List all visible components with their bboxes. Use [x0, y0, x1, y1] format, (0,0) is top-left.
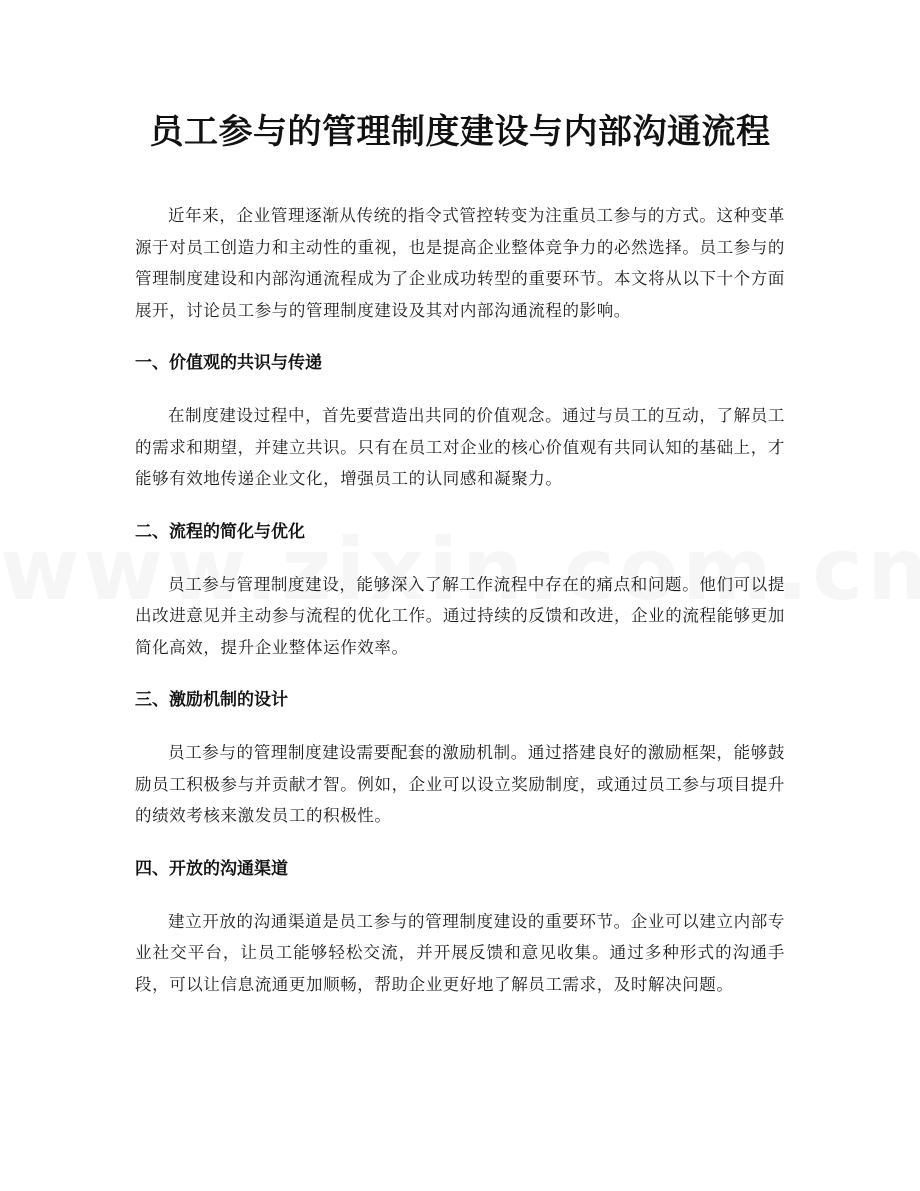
- section-4-heading: 四、开放的沟通渠道: [135, 858, 288, 879]
- section-2-body: 员工参与管理制度建设，能够深入了解工作流程中存在的痛点和问题。他们可以提出改进意见并主动参与流程的优化工作。通过持续的反馈和改进，企业的流程能够更加简化高效，提升企业整体运作效率。: [135, 574, 785, 657]
- section-4-body: 建立开放的沟通渠道是员工参与的管理制度建设的重要环节。企业可以建立内部专业社交平台，让员工能够轻松交流，并开展反馈和意见收集。通过多种形式的沟通手段，可以让信息流通更加顺畅，帮助企业更好地了解员工需求，及时解决问题。: [135, 911, 785, 994]
- section-1-body: 在制度建设过程中，首先要营造出共同的价值观念。通过与员工的互动，了解员工的需求和期望，并建立共识。只有在员工对企业的核心价值观有共同认知的基础上，才能够有效地传递企业文化，增强员工的认同感和凝聚力。: [135, 406, 785, 488]
- document-title: 员工参与的管理制度建设与内部沟通流程: [149, 112, 771, 152]
- section-3-body: 员工参与的管理制度建设需要配套的激励机制。通过搭建良好的激励框架，能够鼓励员工积极参与并贡献才智。例如，企业可以设立奖励制度，或通过员工参与项目提升的绩效考核来激发员工的积极性。: [135, 743, 785, 825]
- section-2-heading: 二、流程的简化与优化: [135, 521, 305, 542]
- intro-paragraph: 近年来，企业管理逐渐从传统的指令式管控转变为注重员工参与的方式。这种变革源于对员工创造力和主动性的重视，也是提高企业整体竞争力的必然选择。员工参与的管理制度建设和内部沟通流程成为了企业成功转型的重要环节。本文将从以下十个方面展开，讨论员工参与的管理制度建设及其对内部沟通流程的影响。: [135, 206, 785, 320]
- section-3-heading: 三、激励机制的设计: [135, 690, 288, 710]
- section-1-heading: 一、价值观的共识与传递: [135, 353, 322, 373]
